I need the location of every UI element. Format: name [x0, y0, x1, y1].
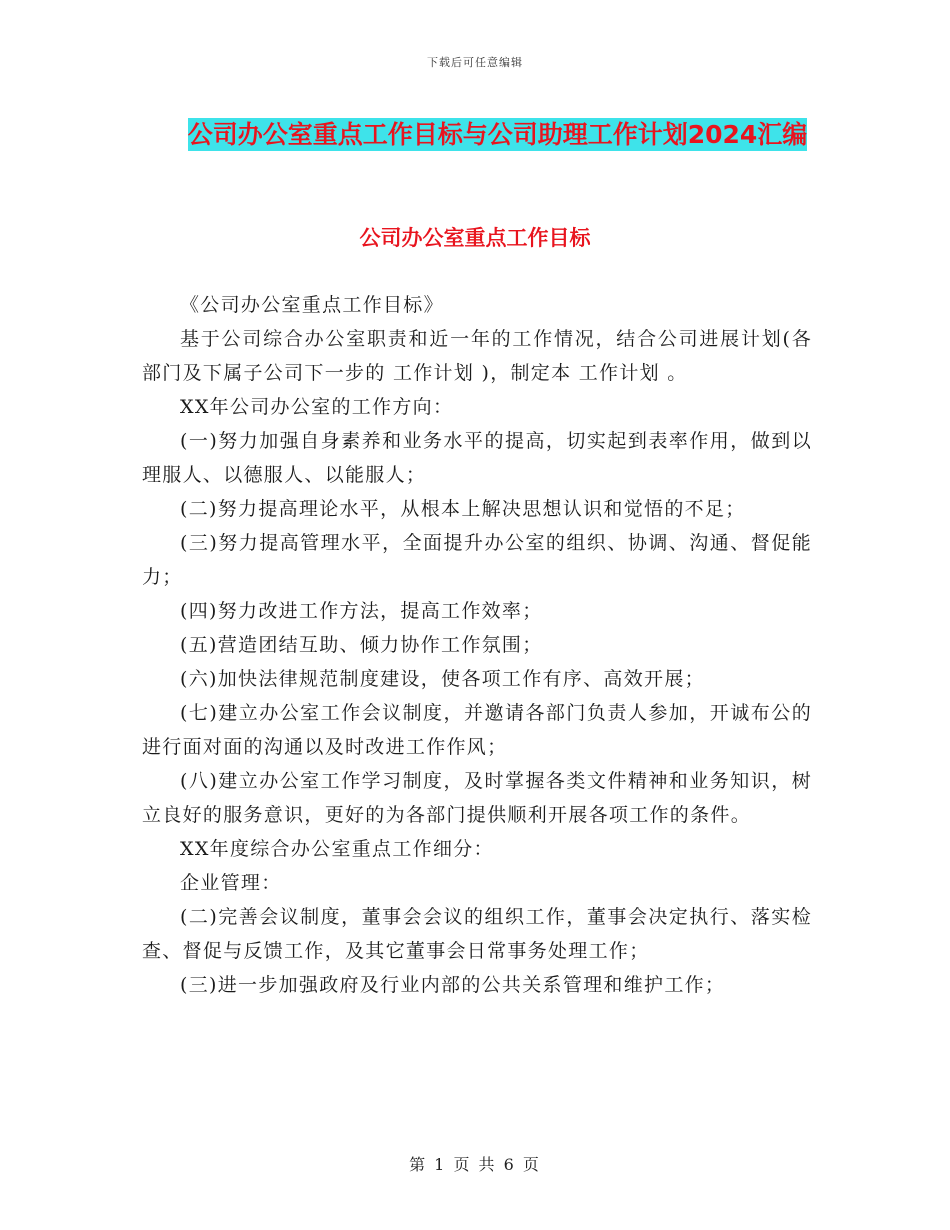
paragraph: XX年公司办公室的工作方向： — [180, 396, 454, 418]
paragraph: (一)努力加强自身素养和业务水平的提高，切实起到表率作用，做到以理服人、以德服人、以能服人； — [142, 430, 812, 486]
document-title-text: 公司办公室重点工作目标与公司助理工作计划2024汇编 — [187, 120, 808, 149]
paragraph: XX年度综合办公室重点工作细分： — [180, 838, 494, 860]
document-title — [185, 112, 810, 158]
paragraph: (五)营造团结互助、倾力协作工作氛围； — [180, 634, 543, 656]
paragraph: (七)建立办公室工作会议制度，并邀请各部门负责人参加，开诚布公的进行面对面的沟通以及时改进工作作风； — [142, 702, 812, 758]
paragraph: (二)努力提高理论水平，从根本上解决思想认识和觉悟的不足； — [180, 498, 746, 520]
paragraph: (四)努力改进工作方法，提高工作效率； — [180, 600, 543, 622]
paragraph: (三)进一步加强政府及行业内部的公共关系管理和维护工作； — [180, 974, 726, 996]
page-footer: 第 1 页 共 6 页 — [409, 1155, 541, 1174]
paragraph: (二)完善会议制度，董事会会议的组织工作，董事会决定执行、落实检查、督促与反馈工作，及其它董事会日常事务处理工作； — [142, 906, 812, 962]
paragraph: 基于公司综合办公室职责和近一年的工作情况，结合公司进展计划(各部门及下属子公司下一步的 工作计划 )，制定本 工作计划 。 — [142, 328, 812, 384]
paragraph: 《公司办公室重点工作目标》 — [180, 294, 444, 316]
paragraph: (八)建立办公室工作学习制度，及时掌握各类文件精神和业务知识，树立良好的服务意识，更好的为各部门提供顺利开展各项工作的条件。 — [142, 770, 812, 826]
section-heading: 公司办公室重点工作目标 — [359, 226, 591, 250]
body-text — [142, 288, 812, 1002]
paragraph: 企业管理： — [180, 872, 282, 894]
header-note: 下载后可任意编辑 — [427, 56, 523, 69]
paragraph: (三)努力提高管理水平，全面提升办公室的组织、协调、沟通、督促能力； — [142, 532, 812, 588]
paragraph: (六)加快法律规范制度建设，使各项工作有序、高效开展； — [180, 668, 705, 690]
